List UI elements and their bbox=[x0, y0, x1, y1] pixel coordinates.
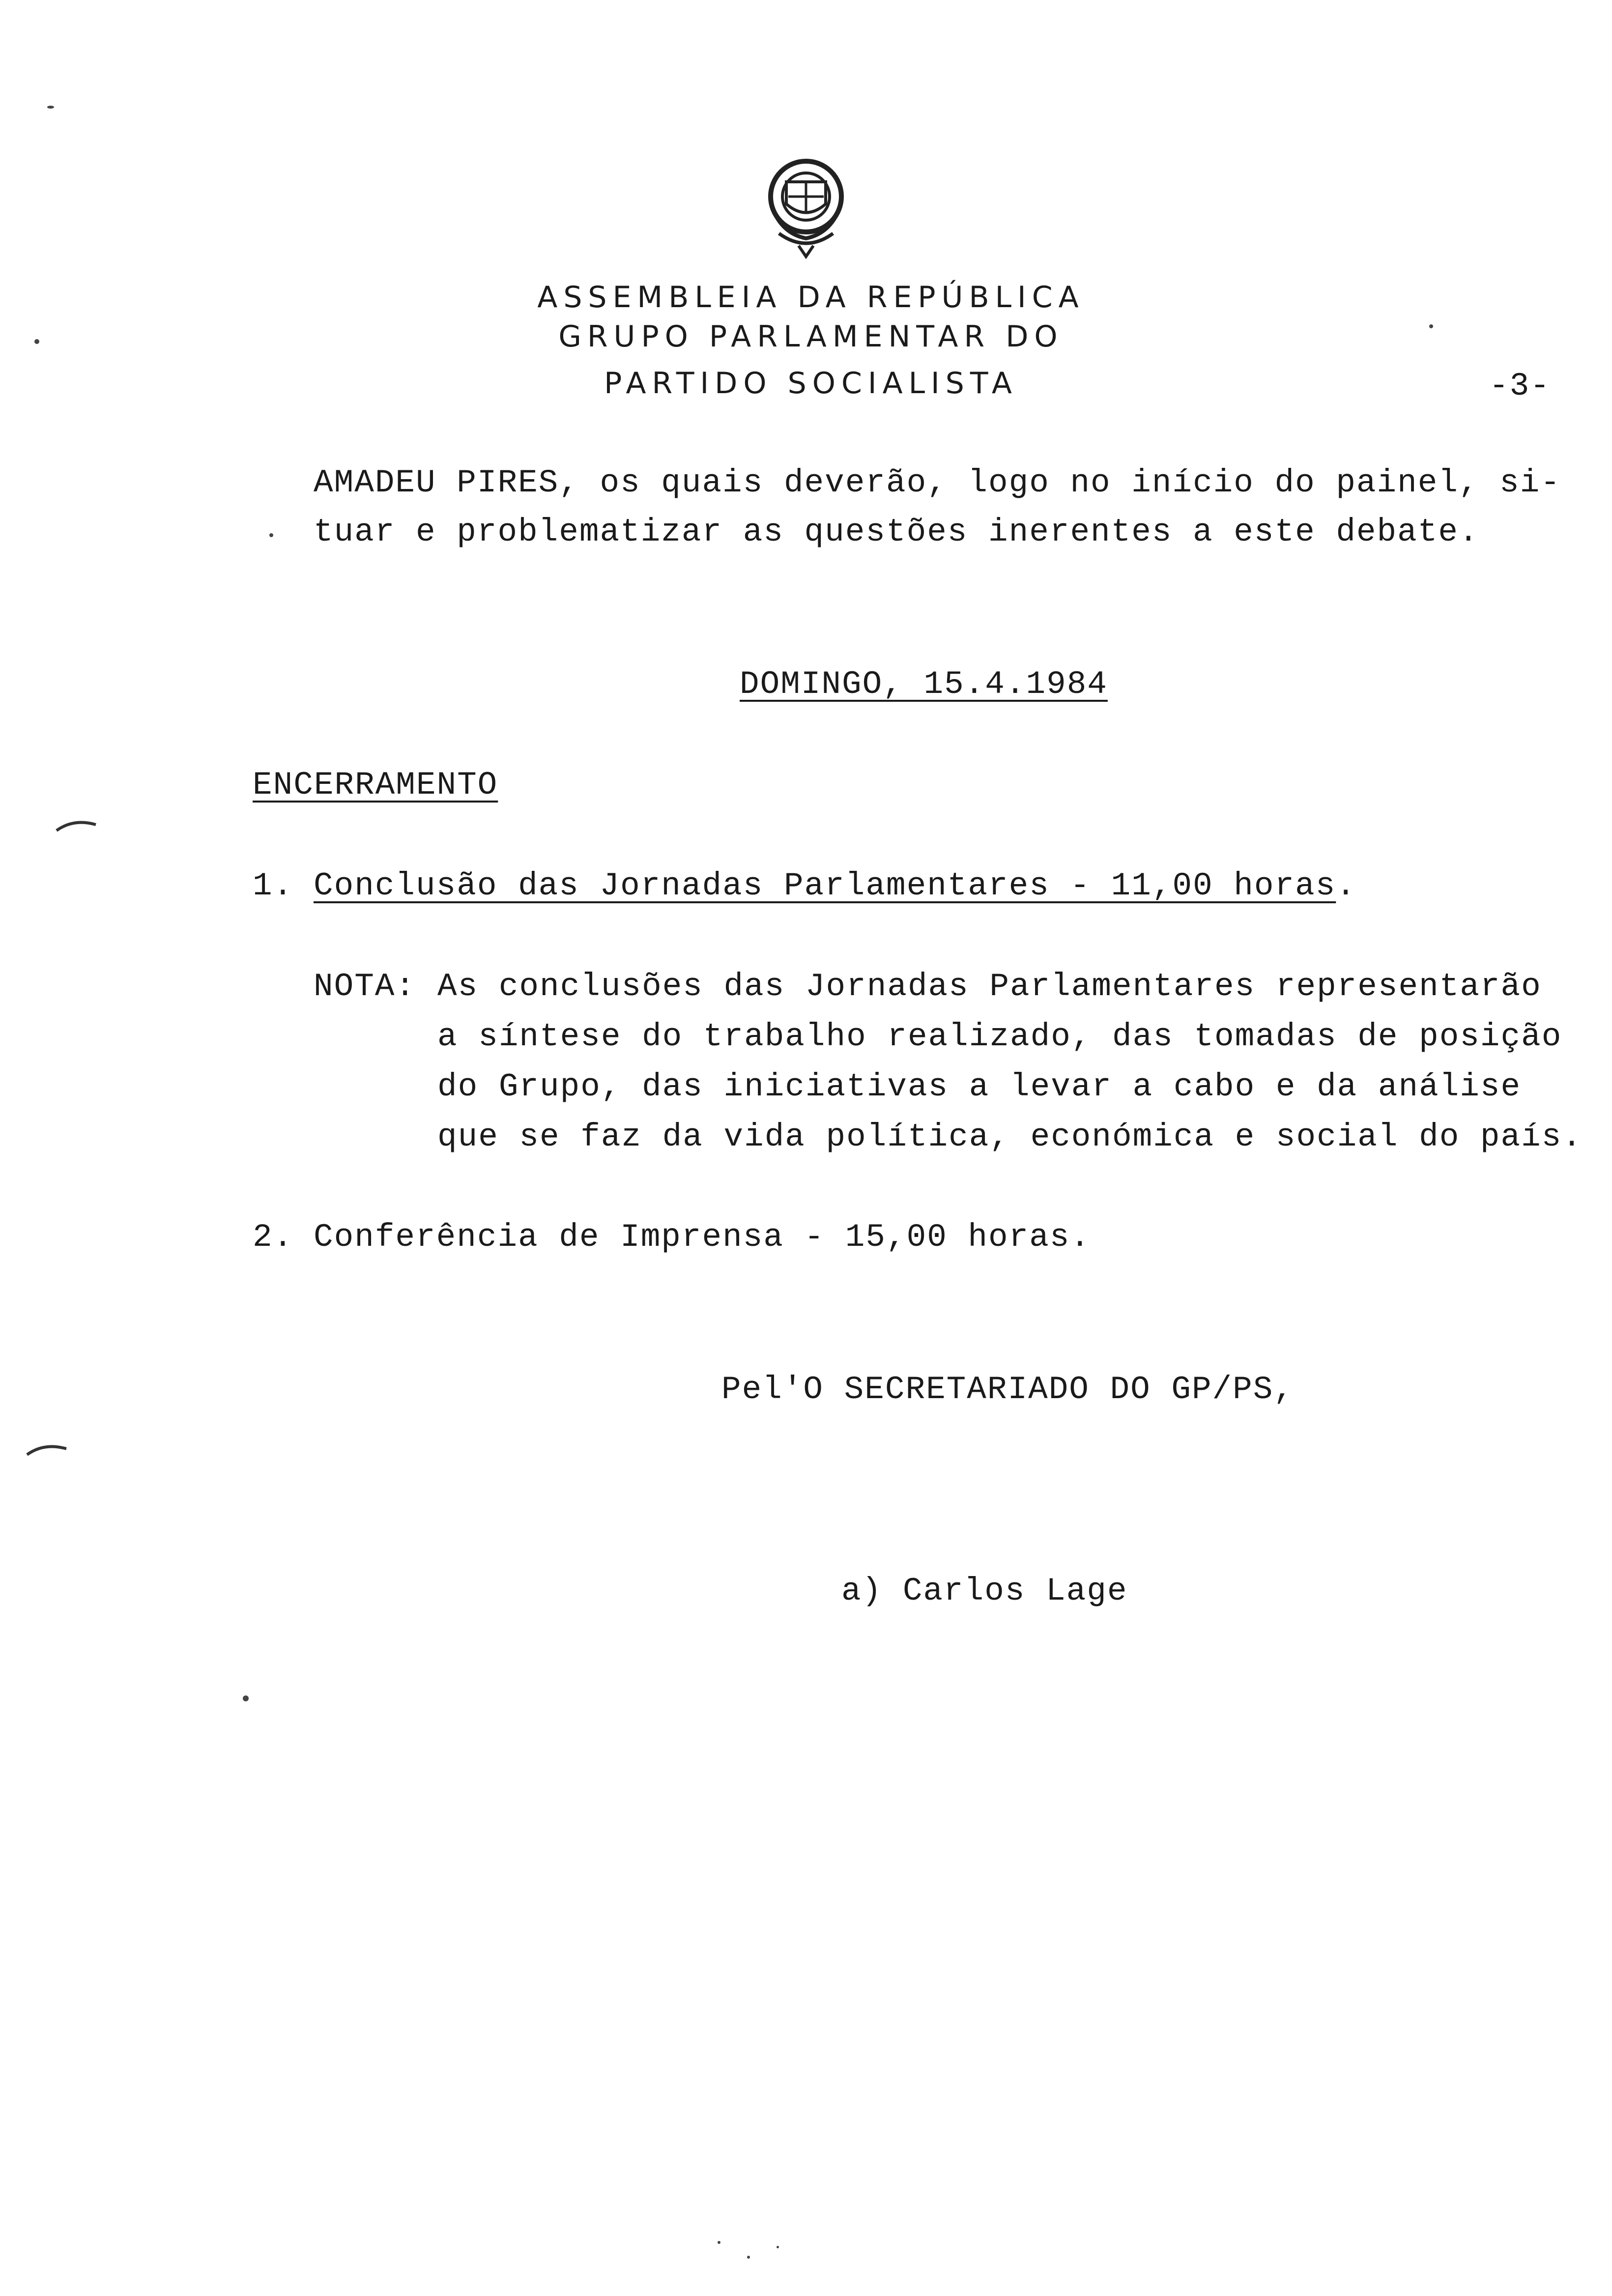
scan-speck bbox=[777, 2246, 779, 2248]
item-1-period: . bbox=[1336, 867, 1356, 904]
page-number: -3- bbox=[1489, 368, 1551, 404]
item-2-number: 2. bbox=[253, 1219, 294, 1256]
coat-of-arms-emblem bbox=[752, 147, 860, 260]
scan-speck bbox=[269, 533, 273, 537]
letterhead-group: GRUPO PARLAMENTAR DO bbox=[558, 319, 1064, 354]
letterhead-party: PARTIDO SOCIALISTA bbox=[604, 366, 1018, 401]
scan-speck bbox=[747, 2256, 750, 2259]
nota-label: NOTA: bbox=[314, 968, 416, 1005]
date-heading: DOMINGO, 15.4.1984 bbox=[740, 666, 1108, 703]
nota-line-3: do Grupo, das iniciativas a levar a cabo e da análise bbox=[437, 1068, 1522, 1105]
item-1-line bbox=[314, 867, 1356, 904]
nota-line-2: a síntese do trabalho realizado, das tomadas de posição bbox=[437, 1018, 1562, 1055]
signature-name: a) Carlos Lage bbox=[841, 1573, 1128, 1609]
signature-on-behalf: Pel'O SECRETARIADO DO GP/PS, bbox=[721, 1371, 1294, 1408]
scan-speck bbox=[1429, 324, 1433, 328]
scan-speck bbox=[47, 106, 54, 109]
item-1-number: 1. bbox=[253, 867, 294, 904]
nota-line-4: que se faz da vida política, económica e social do país. bbox=[437, 1119, 1583, 1155]
scan-mark-bottom bbox=[25, 1440, 69, 1460]
item-2-text: Conferência de Imprensa - 15,00 horas. bbox=[314, 1219, 1091, 1256]
scan-speck bbox=[243, 1695, 249, 1701]
intro-line-1: AMADEU PIRES, os quais deverão, logo no início do painel, si- bbox=[314, 464, 1561, 501]
scan-speck bbox=[718, 2241, 720, 2244]
section-title: ENCERRAMENTO bbox=[253, 767, 498, 804]
nota-line-1: As conclusões das Jornadas Parlamentares representarão bbox=[437, 968, 1542, 1005]
item-1-text: Conclusão das Jornadas Parlamentares - 11,00 horas bbox=[314, 867, 1336, 904]
intro-line-2: tuar e problematizar as questões inerentes a este debate. bbox=[314, 514, 1479, 550]
scan-speck bbox=[34, 339, 39, 344]
scan-mark-top bbox=[54, 816, 98, 835]
letterhead-assembly: ASSEMBLEIA DA REPÚBLICA bbox=[537, 280, 1085, 315]
